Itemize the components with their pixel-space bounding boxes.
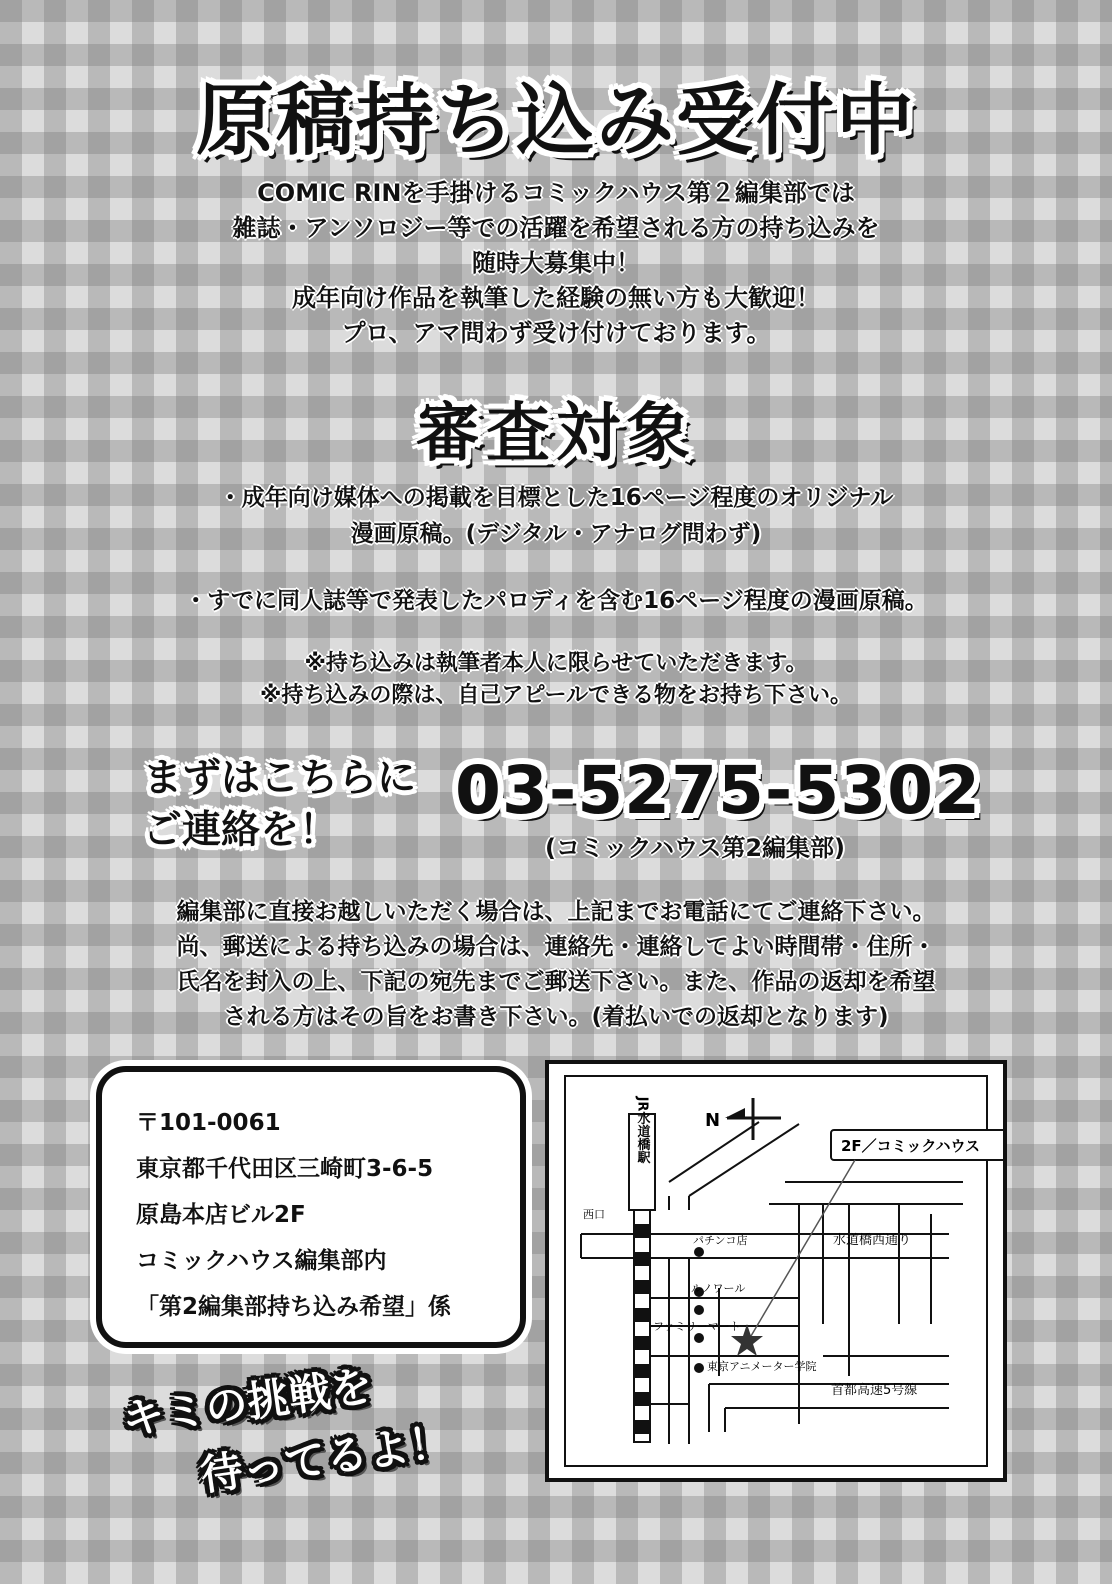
access-map: [545, 1060, 1007, 1482]
mail-instructions: [0, 895, 1112, 1035]
criteria-line: 漫画原稿。(デジタル・アナログ問わず): [350, 521, 762, 547]
intro-line: COMIC RINを手掛けるコミックハウス第２編集部では: [257, 179, 855, 207]
criteria-line: ・成年向け媒体への掲載を目標とした16ページ程度のオリジナル: [218, 485, 894, 511]
station-label: JR水道橋駅: [634, 1096, 650, 1164]
intro-line: プロ、アマ問わず受け付けております。: [341, 319, 771, 347]
station-exit-label: 西口: [583, 1208, 605, 1221]
criteria-notes: [0, 648, 1112, 712]
address-line: 〒101-0061: [136, 1110, 281, 1136]
criteria-line: ・すでに同人誌等で発表したパロディを含む16ページ程度の漫画原稿。: [184, 588, 928, 614]
intro-line: 雑誌・アンソロジー等での活躍を希望される方の持ち込みを: [232, 214, 880, 242]
mail-line: 編集部に直接お越しいただく場合は、上記までお電話にてご連絡下さい。: [176, 899, 936, 925]
railway: [634, 1210, 650, 1442]
address-line: 「第2編集部持ち込み希望」係: [136, 1294, 452, 1320]
landmark-school: 東京アニメーター学院: [707, 1360, 817, 1373]
landmark-familymart: ファミリーマート: [653, 1320, 741, 1333]
criteria-item-1: [0, 480, 1112, 552]
address-line: 東京都千代田区三崎町3-6-5: [136, 1156, 434, 1182]
landmark-pachinko: パチンコ店: [693, 1234, 748, 1247]
contact-lead-line: ご連絡を！: [143, 808, 339, 853]
criteria-item-2: [0, 583, 1112, 619]
slogan: [118, 1338, 494, 1527]
callout-label: 2F／コミックハウス: [841, 1137, 981, 1155]
north-label: N: [705, 1110, 721, 1131]
north-arrow-head: [725, 1108, 745, 1118]
phone-note: (コミックハウス第2編集部): [545, 834, 845, 862]
note-line: ※持ち込みの際は、自己アピールできる物をお持ち下さい。: [259, 683, 853, 708]
page-title: 原稿持ち込み受付中: [195, 76, 916, 166]
contact-lead: [143, 753, 416, 857]
road-label-2: 首都高速5号線: [831, 1383, 918, 1398]
contact-lead-line: まずはこちらに: [143, 756, 417, 801]
map-drawing: [549, 1064, 1003, 1478]
landmark-dots: [694, 1247, 704, 1373]
slogan-line-2: 待ってるよ！: [197, 1416, 455, 1501]
address-line: コミックハウス編集部内: [136, 1248, 387, 1274]
phone-number[interactable]: 03-5275-5302: [455, 752, 982, 829]
callout-pointer: [751, 1160, 855, 1336]
address-box: [96, 1066, 526, 1348]
landmark-renoir: ルノワール: [691, 1282, 746, 1295]
road-label-1: 水道橋西通り: [833, 1233, 912, 1248]
note-line: ※持ち込みは執筆者本人に限らせていただきます。: [304, 651, 808, 676]
address-line: 原島本店ビル2F: [136, 1202, 306, 1228]
intro-text: [0, 176, 1112, 351]
criteria-title: 審査対象: [416, 397, 696, 471]
mail-line: 氏名を封入の上、下記の宛先までご郵送下さい。また、作品の返却を希望: [176, 969, 936, 995]
slogan-line-1: キミの挑戦を: [119, 1360, 376, 1445]
intro-line: 成年向け作品を執筆した経験の無い方も大歓迎！: [292, 284, 820, 312]
intro-line: 随時大募集中！: [472, 249, 640, 277]
mail-line: 尚、郵送による持ち込みの場合は、連絡先・連絡してよい時間帯・住所・: [176, 934, 936, 960]
mail-line: される方はその旨をお書き下さい。(着払いでの返却となります): [223, 1004, 889, 1030]
